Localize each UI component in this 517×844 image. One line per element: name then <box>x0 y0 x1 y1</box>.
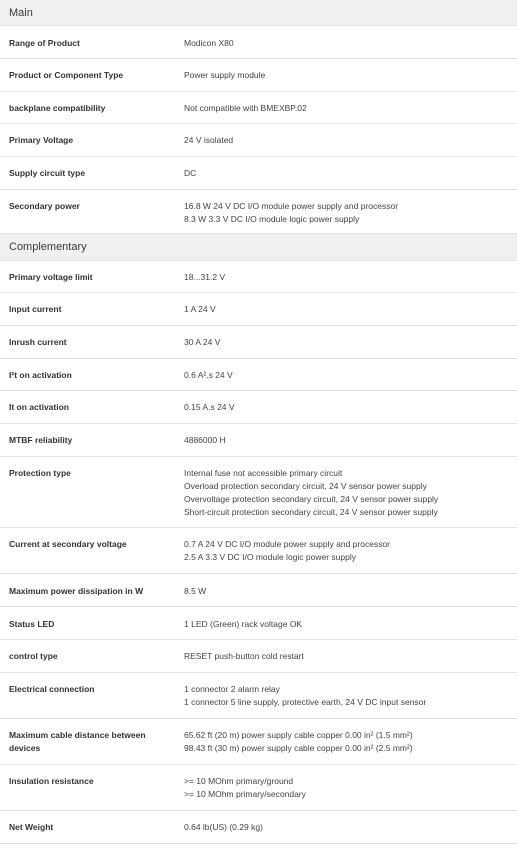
spec-label: It on activation <box>9 402 69 412</box>
spec-label: Primary voltage limit <box>9 272 93 282</box>
spec-value <box>174 683 517 718</box>
spec-value <box>174 134 517 156</box>
spec-value-line: 8.5 W <box>184 586 207 596</box>
spec-row-mtbf-reliability <box>0 424 517 457</box>
spec-value <box>174 69 517 91</box>
spec-row-primary-voltage <box>0 124 517 157</box>
spec-value-line: Overvoltage protection secondary circuit, 24 V sensor power supply <box>184 494 439 504</box>
spec-label: Electrical connection <box>9 684 95 694</box>
spec-label: I²t on activation <box>9 370 72 380</box>
spec-label: Supply circuit type <box>9 168 86 178</box>
spec-row-input-current <box>0 293 517 326</box>
spec-value-line: DC <box>184 168 197 178</box>
spec-value-line: 30 A 24 V <box>184 337 221 347</box>
section-title: Complementary <box>9 241 87 253</box>
spec-row-max-cable-distance <box>0 719 517 765</box>
spec-value <box>174 167 517 189</box>
spec-label: Product or Component Type <box>9 70 124 80</box>
section-header-main <box>0 0 517 26</box>
spec-label: Input current <box>9 304 62 314</box>
spec-label: Inrush current <box>9 337 67 347</box>
spec-value-line: >= 10 MOhm primary/secondary <box>184 789 306 799</box>
spec-value-line: 1 connector 2 alarm relay <box>184 684 280 694</box>
spec-row-control-type <box>0 640 517 673</box>
spec-value-line: 24 V isolated <box>184 135 234 145</box>
spec-value <box>174 821 517 843</box>
spec-value <box>174 618 517 639</box>
spec-value-line: 98.43 ft (30 m) power supply cable copper 0.00 in² (2.5 mm²) <box>184 743 413 753</box>
spec-row-range-of-product <box>0 26 517 59</box>
spec-value <box>174 102 517 123</box>
spec-row-secondary-power <box>0 190 517 234</box>
spec-value-line: Not compatible with BMEXBP.02 <box>184 103 307 113</box>
spec-value-line: 65.62 ft (20 m) power supply cable copper 0.00 in² (1.5 mm²) <box>184 730 413 740</box>
spec-value <box>174 434 517 456</box>
spec-value-line: Internal fuse not accessible primary circuit <box>184 468 343 478</box>
spec-value-line: 0.15 A.s 24 V <box>184 402 235 412</box>
spec-value <box>174 467 517 527</box>
spec-value <box>174 37 517 58</box>
spec-value-line: 0.6 A².s 24 V <box>184 370 233 380</box>
spec-value-line: Modicon X80 <box>184 38 234 48</box>
spec-row-backplane-compatibility <box>0 92 517 124</box>
spec-value-line: 2.5 A 3.3 V DC I/O module logic power supply <box>184 552 356 562</box>
spec-row-product-type <box>0 59 517 92</box>
spec-label: Primary Voltage <box>9 135 74 145</box>
spec-row-status-led <box>0 607 517 640</box>
spec-value-line: RESET push-button cold restart <box>184 651 304 661</box>
spec-row-max-power-dissipation <box>0 574 517 607</box>
section-header-complementary <box>0 234 517 261</box>
spec-value <box>174 650 517 672</box>
spec-label: Secondary power <box>9 201 80 211</box>
spec-value <box>174 271 517 292</box>
spec-row-i2t-on-activation <box>0 359 517 391</box>
spec-label: Maximum cable distance between devices <box>9 730 146 753</box>
spec-label: Current at secondary voltage <box>9 539 127 549</box>
spec-row-insulation-resistance <box>0 765 517 811</box>
spec-value <box>174 585 517 606</box>
spec-row-electrical-connection <box>0 673 517 719</box>
spec-row-it-on-activation <box>0 391 517 424</box>
spec-row-inrush-current <box>0 326 517 359</box>
spec-value-line: 1 LED (Green) rack voltage OK <box>184 619 303 629</box>
spec-row-primary-voltage-limit <box>0 261 517 293</box>
spec-label: Insulation resistance <box>9 776 94 786</box>
spec-value <box>174 729 517 764</box>
spec-value-line: 1 A 24 V <box>184 304 216 314</box>
spec-value <box>174 401 517 423</box>
spec-label: Maximum power dissipation in W <box>9 586 144 596</box>
spec-value-line: 16.8 W 24 V DC I/O module power supply and processor <box>184 201 399 211</box>
spec-value <box>174 303 517 325</box>
spec-value-line: Short-circuit protection secondary circuit, 24 V sensor power supply <box>184 507 438 517</box>
spec-label: Range of Product <box>9 38 80 48</box>
spec-value <box>174 200 517 233</box>
section-title: Main <box>9 6 33 19</box>
spec-value <box>174 336 517 358</box>
spec-value <box>174 775 517 810</box>
spec-label: backplane compatibility <box>9 103 106 113</box>
spec-row-protection-type <box>0 457 517 528</box>
spec-value <box>174 369 517 390</box>
spec-value-line: 1 connector 5 line supply, protective earth, 24 V DC input sensor <box>184 697 427 707</box>
spec-value-line: 0.7 A 24 V DC I/O module power supply and processor <box>184 539 391 549</box>
spec-value-line: 18...31.2 V <box>184 272 226 282</box>
spec-label: Status LED <box>9 619 55 629</box>
spec-value-line: Power supply module <box>184 70 266 80</box>
spec-label: MTBF reliability <box>9 435 73 445</box>
spec-row-net-weight <box>0 811 517 844</box>
spec-value-line: 4886000 H <box>184 435 226 445</box>
spec-label: control type <box>9 651 58 661</box>
spec-value <box>174 538 517 573</box>
spec-row-current-at-secondary-voltage <box>0 528 517 574</box>
spec-label: Net Weight <box>9 822 54 832</box>
spec-value-line: Overload protection secondary circuit, 24 V sensor power supply <box>184 481 427 491</box>
spec-value-line: >= 10 MOhm primary/ground <box>184 776 294 786</box>
spec-value-line: 0.64 lb(US) (0.29 kg) <box>184 822 263 832</box>
spec-value-line: 8.3 W 3.3 V DC I/O module logic power supply <box>184 214 360 224</box>
spec-label: Protection type <box>9 468 71 478</box>
spec-row-supply-circuit-type <box>0 157 517 190</box>
